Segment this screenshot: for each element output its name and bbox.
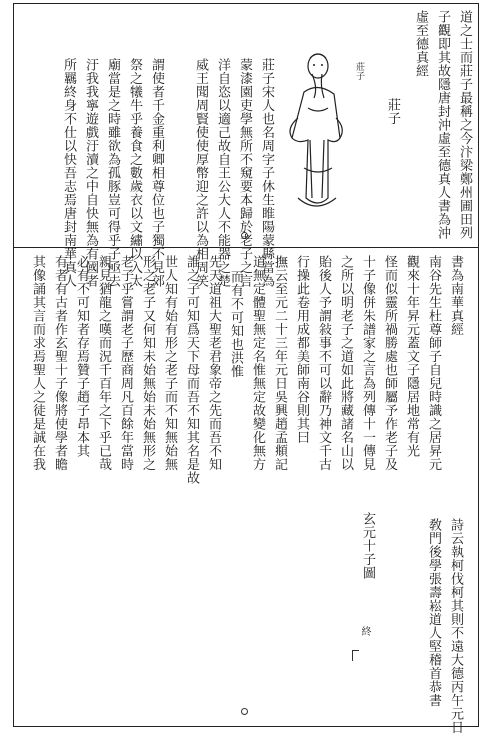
lower-column-15: 形之老子又何知未始無始未始無形之	[140, 255, 155, 471]
lower-column-8: 行操此卷用成都美師南谷則其曰	[294, 255, 309, 444]
lower-column-4: 怪而似靈所禍勝處也師屬予作老子及	[382, 255, 397, 471]
lower-column-17: 親見猶龍之嘆而況千百年之下乎已哉	[96, 255, 111, 471]
binding-hole-bottom	[241, 708, 248, 715]
body-column-5: 謂使者千金重利卿相尊位也子獨不見郊	[149, 58, 164, 288]
lower-column-1: 書為南華真經	[448, 255, 463, 336]
closing-end-mark: 終	[359, 626, 370, 636]
colophon-column-1: 詩云執柯伐柯其則不遠大德丙午元日	[448, 518, 463, 734]
body-column-8: 汙我我寧遊戲汙瀆之中自快無為有國者	[83, 58, 98, 288]
lower-column-12: 先天道祖大聖老君象帝之先而吾不知	[206, 255, 221, 471]
binding-hole-top	[241, 232, 248, 239]
portrait-illustration	[278, 48, 350, 218]
lower-column-6: 之所以明老子之道如此將藏諸名山以	[338, 255, 353, 471]
body-column-1: 莊子宋人也名周字子休生睢陽蒙縣當為	[259, 58, 274, 288]
body-column-9: 所羈終身不仕以快吾志焉唐封南華真人	[61, 58, 76, 288]
header-column-3: 虛至德真經	[413, 10, 428, 78]
lower-column-16: 老子乎嘗謂老子歷商周凡百餘年當時	[118, 255, 133, 471]
body-column-4: 威王聞周賢使使厚幣迎之許以為相周笑	[193, 58, 208, 288]
lower-column-14: 世人知有始有形之老子而不知無始無	[162, 255, 177, 471]
body-column-7: 廟當是之時雖欲為孤豚豈可得乎子亟去	[105, 58, 120, 288]
lower-column-3: 觀來十年昇元蓋文子隱居地常有光	[404, 255, 419, 458]
header-column-2: 子觀即其故隱唐封沖虛至德真人書為沖	[435, 10, 450, 240]
lower-column-2: 南谷先生杜尊師子自兒時識之居昇元	[426, 255, 441, 471]
closing-title: 玄元十子圖	[360, 512, 375, 580]
body-column-6: 祭之犧牛乎養食之數歲衣以文繡以入太	[127, 58, 142, 288]
figure-name: 莊子	[385, 98, 400, 125]
body-column-2: 蒙漆園吏學無所不窺要本歸於老子之言	[237, 58, 252, 288]
lower-column-20: 其像誦其言而求焉聖人之徒是誠在我	[30, 255, 45, 471]
lower-column-5: 十子像併朱譜家之言為列傳十一傳見	[360, 255, 375, 471]
lower-column-10: 道無定體聖無定名惟無定故變化無方	[250, 255, 265, 471]
lower-column-19: 有者有古者作玄聖十子像將使學者瞻	[52, 255, 67, 471]
lower-column-13: 誰之子可知爲天下母而吾不知其名是故	[184, 255, 199, 485]
lower-column-7: 貽後人予謂敍事不可以辭乃神文千古	[316, 255, 331, 471]
figure-caption: 莊子	[354, 62, 364, 80]
lower-column-11: 而有不可知也洪惟	[228, 270, 243, 378]
body-column-3: 洋自恣以適己故自王公大人不能器之楚	[215, 58, 230, 288]
lower-column-18: 必有不可知者存焉贊子趙子昂本其	[74, 255, 89, 458]
ink-mark	[352, 650, 359, 661]
colophon-column-2: 敎門後學張壽崧道人堅稽首恭書	[426, 518, 441, 707]
header-column-1: 道之士而莊子最稱之今汴梁鄭州圃田列	[457, 10, 472, 240]
lower-column-9: 撫云至元二十三年元日吳興趙孟頫記	[272, 255, 287, 471]
